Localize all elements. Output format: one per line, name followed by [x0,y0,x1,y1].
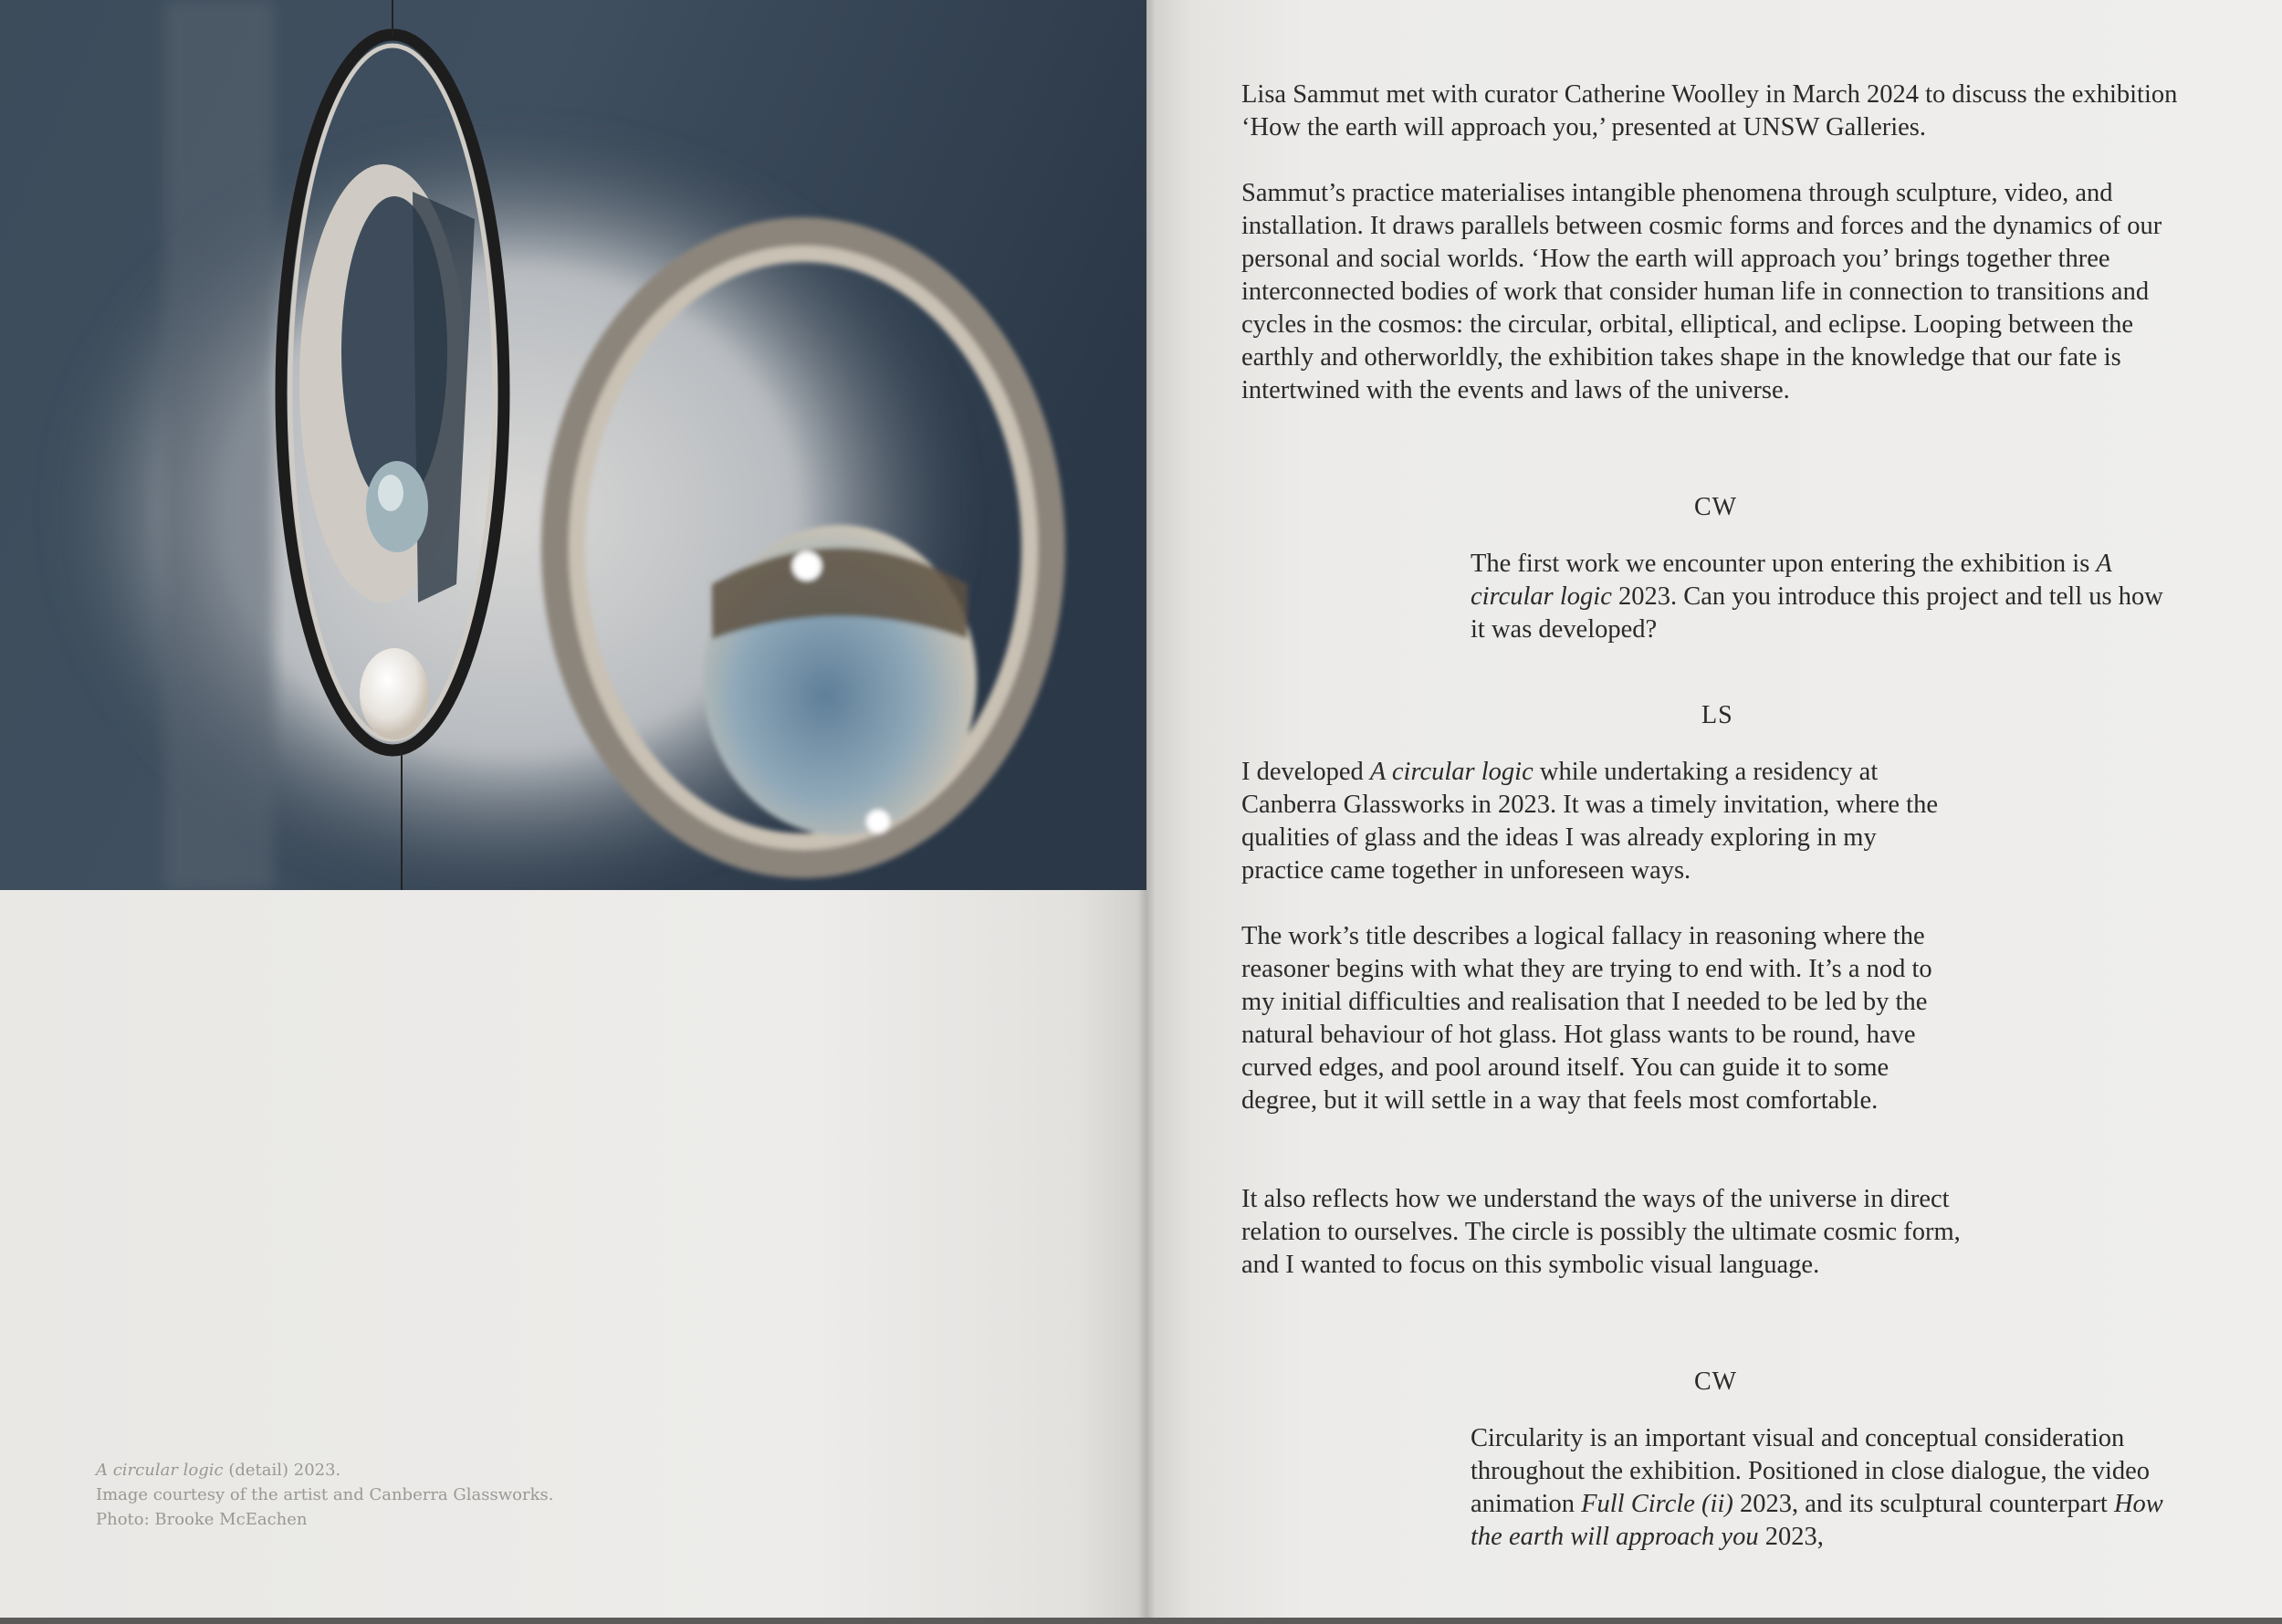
speaker-label-ls: LS [1701,701,1733,729]
caption-line-3: Photo: Brooke McEachen [96,1510,308,1529]
answer-paragraph-2: The work’s title describes a logical fallacy in reasoning where the reasoner begins with what they are trying to end with. It’s a nod to my initial difficulties and realisation that I needed to be led by the natural behaviour of hot glass. Hot glass wants to be round, have curved edges, and pool around itself. You can guide it to some degree, but it will settle in a way that feels most comfortable. [1241,922,1932,1115]
sculpture-photo [0,0,1146,890]
photo-caption [96,1458,735,1532]
question-2: Circularity is an important visual and conceptual consideration throughout the exhibition. Positioned in close dialogue, the video animation Full Circle (ii) 2023, and its sculptural counterpart How the earth will approach you 2023, [1471,1424,2163,1551]
caption-line-2: Image courtesy of the artist and Canberra Glassworks. [96,1485,554,1504]
right-page [1146,0,2282,1618]
speaker-label-cw-2: CW [1694,1367,1738,1396]
page-bottom-edge [0,1618,2282,1624]
answer-paragraph-3: It also reflects how we understand the ways of the universe in direct relation to ourselves. The circle is possibly the ultimate cosmic form, and I wanted to focus on this symbolic visual language. [1241,1185,1961,1279]
question-1: The first work we encounter upon entering the exhibition is A circular logic 2023. Can you introduce this project and tell us how it was developed? [1471,550,2163,644]
intro-paragraph-2: Sammut’s practice materialises intangible phenomena through sculpture, video, and installation. It draws parallels between cosmic forms and forces and the dynamics of our personal and social worlds. ‘How the earth will approach you’ brings together three interconnected bodies of work that consider human life in connection to transitions and cycles in the cosmos: the circular, orbital, elliptical, and eclipse. Looping between the earthly and otherworldly, the exhibition takes shape in the knowledge that our fate is intertwined with the events and laws of the universe. [1241,179,2162,404]
caption-line-1: A circular logic (detail) 2023. [96,1461,341,1480]
speaker-label-cw: CW [1694,493,1738,521]
answer-paragraph-1: I developed A circular logic while undertaking a residency at Canberra Glassworks in 2023. It was a timely invitation, where the qualities of glass and the ideas I was already exploring in my practice came together in unforeseen ways. [1241,758,1938,885]
intro-paragraph-1: Lisa Sammut met with curator Catherine Woolley in March 2024 to discuss the exhibition ‘How the earth will approach you,’ presented at UNSW Galleries. [1241,80,2178,141]
book-gutter [1137,0,1156,1618]
